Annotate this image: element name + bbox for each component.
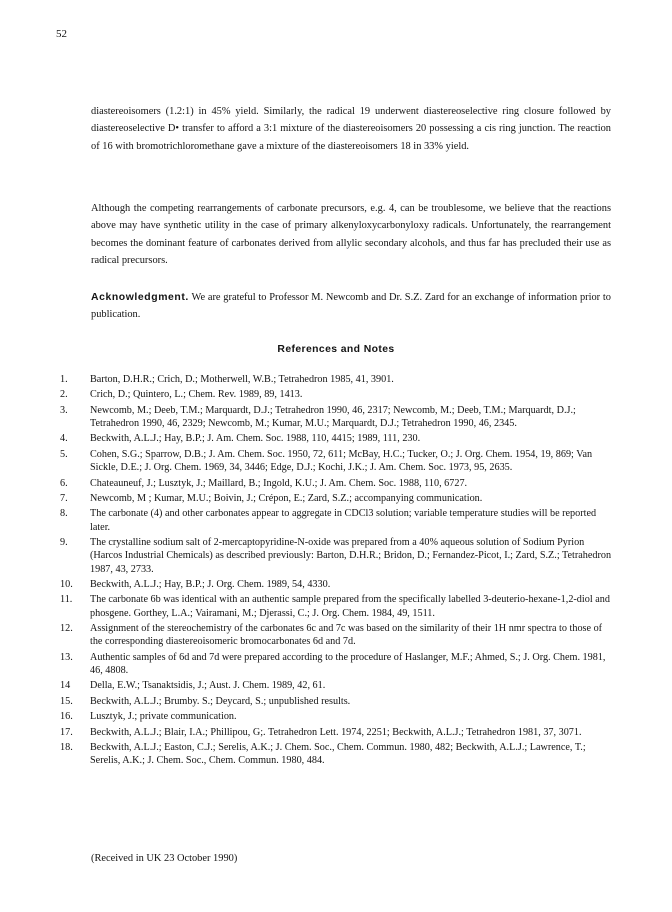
- reference-item: [60, 404, 616, 431]
- reference-item: [60, 507, 616, 534]
- reference-text: Beckwith, A.L.J.; Blair, I.A.; Phillipou, G;. Tetrahedron Lett. 1974, 2251; Beckwith, A.L.J.; Tetrahedron 1981, 37, 3071.: [90, 726, 582, 738]
- reference-number: 17.: [60, 726, 73, 738]
- acknowledgment-heading: Acknowledgment.: [91, 292, 189, 303]
- reference-text: The carbonate (4) and other carbonates appear to aggregate in CDCl3 solution; variable temperature studies will be reported later.: [90, 508, 597, 533]
- reference-number: 8.: [60, 508, 68, 520]
- reference-item: [60, 388, 616, 401]
- received-date: (Received in UK 23 October 1990): [91, 853, 238, 864]
- reference-text: Beckwith, A.L.J.; Easton, C.J.; Serelis, A.K.; J. Chem. Soc., Chem. Commun. 1980, 482; Beckwith, A.L.J.; Lawrence, T.; Serelis, A.K.; J. Chem. Soc., Chem. Commun. 1980, 484.: [90, 742, 586, 767]
- reference-text: Newcomb, M.; Deeb, T.M.; Marquardt, D.J.; Tetrahedron 1990, 46, 2317; Newcomb, M.; Deeb, T.M.; Marquardt, D.J.; Tetrahedron 1990, 46, 2329; Newcomb, M.; Kumar, M.U.; Marquardt, D.J.; Tetrahedron 1990, 46, 2345.: [90, 404, 576, 430]
- reference-text: Cohen, S.G.; Sparrow, D.B.; J. Am. Chem. Soc. 1950, 72, 611; McBay, H.C.; Tucker, O.; J. Org. Chem. 1954, 19, 869; Van Sickle, D.E.; J. Org. Chem. 1969, 34, 3446; Edge, D.J.; Kochi, J.K.; J. Am. Chem. Soc. 1973, 95, 2635.: [90, 448, 593, 474]
- reference-text: Beckwith, A.L.J.; Brumby. S.; Deycard, S.; unpublished results.: [90, 695, 351, 707]
- reference-list: [60, 373, 616, 770]
- reference-text: Barton, D.H.R.; Crich, D.; Motherwell, W.B.; Tetrahedron 1985, 41, 3901.: [90, 374, 394, 385]
- reference-number: 7.: [60, 492, 68, 504]
- reference-item: [60, 477, 616, 490]
- reference-item: [60, 710, 616, 723]
- reference-text: Beckwith, A.L.J.; Hay, B.P.; J. Org. Chem. 1989, 54, 4330.: [90, 579, 331, 590]
- reference-number: 10.: [60, 579, 73, 590]
- reference-text: Authentic samples of 6d and 7d were prepared according to the procedure of Haslanger, M.F.; Ahmed, S.; J. Org. Chem. 1981, 46, 4808.: [90, 651, 606, 677]
- acknowledgment-paragraph: [91, 289, 611, 324]
- reference-item: [60, 492, 616, 505]
- reference-number: 9.: [60, 537, 68, 549]
- acknowledgment-text: We are grateful to Professor M. Newcomb and Dr. S.Z. Zard for an exchange of information prior to publication.: [91, 292, 611, 321]
- reference-item: [60, 578, 616, 591]
- reference-number: 16.: [60, 711, 73, 723]
- reference-text: The carbonate 6b was identical with an authentic sample prepared from the specifically labelled 3-deuterio-hexane-1,2-diol and phosgene. Gorthey, L.A.; Vairamani, M.; Djerassi, C.; J. Org. Chem. 1984, 49, 1511.: [90, 594, 610, 619]
- reference-text: Della, E.W.; Tsanaktsidis, J.; Aust. J. Chem. 1989, 42, 61.: [90, 680, 326, 692]
- page-number: 52: [56, 28, 67, 40]
- reference-number: 12.: [60, 623, 73, 635]
- reference-number: 5.: [60, 448, 68, 460]
- reference-number: 6.: [60, 477, 68, 489]
- reference-item: [60, 622, 616, 649]
- reference-item: [60, 448, 616, 475]
- reference-number: 13.: [60, 651, 73, 663]
- reference-number: 1.: [60, 374, 68, 385]
- reference-item: [60, 593, 616, 620]
- reference-text: Crich, D.; Quintero, L.; Chem. Rev. 1989, 89, 1413.: [90, 389, 303, 401]
- reference-item: [60, 679, 616, 692]
- reference-number: 14: [60, 680, 71, 692]
- reference-text: Chateauneuf, J.; Lusztyk, J.; Maillard, B.; Ingold, K.U.; J. Am. Chem. Soc. 1988, 110, 6727.: [90, 477, 468, 489]
- reference-text: Assignment of the stereochemistry of the carbonates 6c and 7c was based on the similarity of their 1H nmr spectra to those of the corresponding diastereoisomeric bromocarbonates 6d and 7d.: [90, 623, 603, 648]
- reference-item: [60, 432, 616, 445]
- reference-number: 11.: [60, 594, 73, 606]
- reference-number: 2.: [60, 389, 68, 401]
- paragraph-results: diastereoisomers (1.2:1) in 45% yield. Similarly, the radical 19 underwent diastereoselective ring closure followed by diastereoselective D• transfer to afford a 3:1 mixture of the diastereoisomers 20 possessing a cis ring junction. The reaction of 16 with bromotrichloromethane gave a mixture of the diastereoisomers 18 in 33% yield.: [91, 106, 611, 152]
- reference-text: The crystalline sodium salt of 2-mercaptopyridine-N-oxide was prepared from a 40% aqueous solution of Sodium Pyrion (Harcos Industrial Chemicals) as described previously: Barton, D.H.R.; Bridon, D.; Fernandez-Picot, I.; Zard, S.Z.; Tetrahedron 1987, 43, 2733.: [90, 537, 612, 575]
- reference-item: [60, 726, 616, 739]
- references-heading: References and Notes: [277, 344, 395, 355]
- reference-number: 15.: [60, 695, 73, 707]
- paragraph-discussion: Although the competing rearrangements of carbonate precursors, e.g. 4, can be troublesome, we believe that the reactions above may have synthetic utility in the case of primary alkenyloxycarbonyloxy radicals. Unfortunately, the rearrangement becomes the dominant feature of carbonates derived from allylic secondary alcohols, and thus far has precluded their use as radical precursors.: [91, 203, 611, 267]
- reference-item: [60, 373, 616, 386]
- reference-text: Newcomb, M ; Kumar, M.U.; Boivin, J.; Crépon, E.; Zard, S.Z.; accompanying communication.: [90, 492, 483, 504]
- reference-text: Lusztyk, J.; private communication.: [90, 711, 237, 723]
- reference-item: [60, 536, 616, 576]
- reference-item: [60, 695, 616, 708]
- reference-text: Beckwith, A.L.J.; Hay, B.P.; J. Am. Chem. Soc. 1988, 110, 4415; 1989, 111, 230.: [90, 433, 421, 445]
- reference-item: [60, 651, 616, 678]
- reference-number: 4.: [60, 433, 68, 445]
- reference-number: 3.: [60, 404, 68, 416]
- reference-item: [60, 741, 616, 768]
- reference-number: 18.: [60, 742, 73, 754]
